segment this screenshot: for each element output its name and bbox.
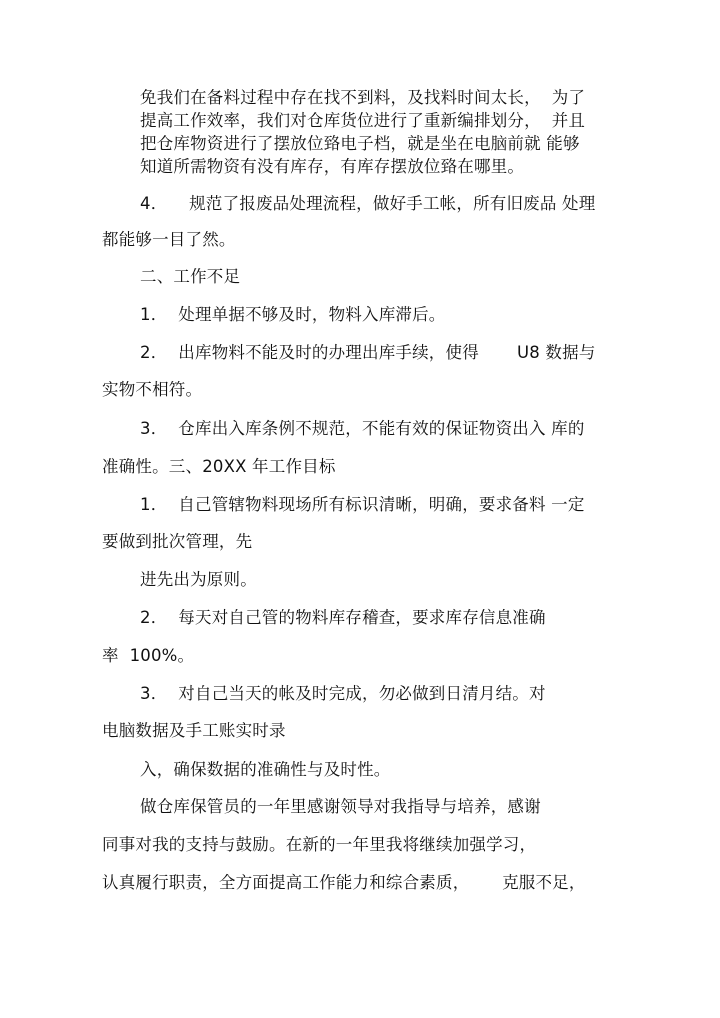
list-item-4: 4． 规范了报废品处理流程，做好手工帐，所有旧废品 处理 [140, 194, 596, 213]
list-item-2: 2． 每天对自己管的物料库存稽查，要求库存信息准确 [140, 608, 546, 627]
text-line: 要做到批次管理，先 [102, 532, 253, 551]
list-item-1: 1． 处理单据不够及时，物料入库滞后。 [140, 305, 446, 324]
text-line: 进先出为原则。 [140, 570, 257, 589]
text-line: 率 100%。 [102, 646, 195, 665]
text-line: 同事对我的支持与鼓励。在新的一年里我将继续加强学习， [102, 835, 537, 854]
text-line: 把仓库物资进行了摆放位臵电子档，就是坐在电脑前就 能够 [140, 134, 580, 153]
text-line: 都能够一目了然。 [102, 230, 236, 249]
text-line: 认真履行职责，全方面提高工作能力和综合素质， 克服不足， [102, 873, 586, 892]
paragraph-line: 做仓库保管员的一年里感谢领导对我指导与培养，感谢 [140, 797, 541, 816]
text-line: 实物不相符。 [102, 380, 203, 399]
text-line: 入，确保数据的准确性与及时性。 [140, 760, 391, 779]
list-item-3: 3． 仓库出入库条例不规范，不能有效的保证物资出入 库的 [140, 419, 585, 438]
list-item-1: 1． 自己管辖物料现场所有标识清晰，明确，要求备料 一定 [140, 495, 585, 514]
section-heading: 二、工作不足 [140, 267, 241, 286]
list-item-3: 3． 对自己当天的帐及时完成，勿必做到日清月结。对 [140, 684, 546, 703]
text-line: 准确性。三、20XX 年工作目标 [102, 457, 336, 476]
text-line: 免我们在备料过程中存在找不到料，及找料时间太长， 为了 [140, 88, 586, 107]
list-item-2: 2． 出库物料不能及时的办理出库手续，使得 U8 数据与 [140, 343, 596, 362]
text-line: 知道所需物资有没有库存，有库存摆放位臵在哪里。 [140, 157, 525, 176]
text-line: 电脑数据及手工账实时录 [102, 721, 286, 740]
text-line: 提高工作效率，我们对仓库货位进行了重新编排划分， 并且 [140, 111, 586, 130]
